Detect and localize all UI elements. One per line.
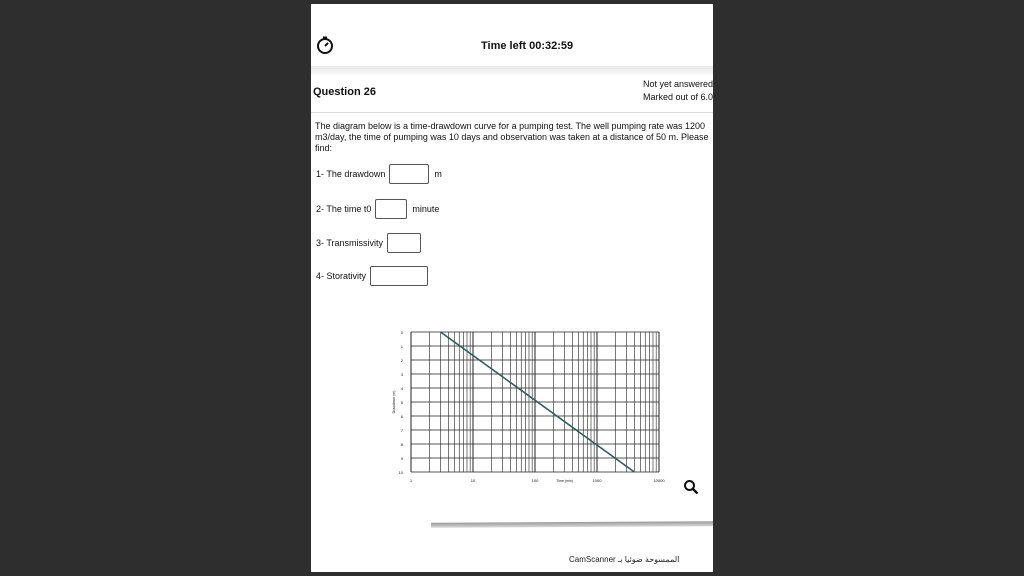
x-axis-label: Time (min) bbox=[556, 479, 573, 483]
time-left: Time left 00:32:59 bbox=[481, 40, 574, 52]
y-tick-label: 5 bbox=[400, 400, 403, 405]
item-label: 3- Transmissivity bbox=[316, 238, 384, 248]
y-tick-label: 4 bbox=[400, 386, 403, 391]
storativity-input[interactable] bbox=[370, 266, 428, 286]
item-drawdown bbox=[316, 164, 442, 184]
y-tick-label: 6 bbox=[400, 414, 403, 419]
item-label: 1- The drawdown bbox=[316, 169, 386, 179]
question-title: Question 26 bbox=[313, 86, 376, 98]
transmissivity-input[interactable] bbox=[387, 233, 421, 253]
exam-page bbox=[311, 4, 713, 572]
header-divider bbox=[311, 66, 713, 74]
x-tick-label: 10 bbox=[470, 478, 476, 483]
x-tick-label: 10000 bbox=[653, 478, 665, 483]
x-tick-label: 1 bbox=[409, 478, 413, 483]
marks-info: Marked out of 6.0 bbox=[642, 92, 713, 102]
x-tick-label: 100 bbox=[531, 478, 539, 483]
answer-status: Not yet answered bbox=[642, 79, 713, 89]
item-unit: minute bbox=[412, 204, 440, 214]
y-tick-label: 3 bbox=[400, 372, 403, 377]
bottom-divider bbox=[431, 521, 713, 527]
item-storativity bbox=[316, 266, 428, 286]
time-drawdown-chart bbox=[391, 322, 711, 492]
item-time-t0 bbox=[316, 199, 439, 219]
item-unit: m bbox=[434, 169, 442, 179]
y-tick-label: 7 bbox=[400, 428, 403, 433]
stopwatch-icon bbox=[316, 36, 334, 54]
y-tick-label: 1 bbox=[400, 344, 403, 349]
question-status bbox=[643, 78, 713, 104]
divider bbox=[311, 112, 713, 113]
y-tick-label: 0 bbox=[400, 330, 403, 335]
x-tick-label: 1000 bbox=[592, 478, 602, 483]
item-label: 4- Storativity bbox=[316, 271, 367, 281]
y-tick-label: 9 bbox=[400, 456, 403, 461]
time-t0-input[interactable] bbox=[375, 199, 407, 219]
y-tick-label: 8 bbox=[400, 442, 403, 447]
scanner-watermark: CamScanner الممسوحة ضوئيا بـ bbox=[569, 555, 680, 564]
item-transmissivity bbox=[316, 233, 421, 253]
y-tick-label: 10 bbox=[398, 470, 403, 475]
y-axis-label: Drawdown (m) bbox=[392, 390, 396, 414]
item-label: 2- The time t0 bbox=[316, 204, 372, 214]
magnifier-icon[interactable] bbox=[683, 479, 699, 495]
y-tick-label: 2 bbox=[400, 358, 403, 363]
drawdown-input[interactable] bbox=[389, 164, 429, 184]
question-text: The diagram below is a time-drawdown curve for a pumping test. The well pumping rate was 1200 m3/day, the time of pumping was 10 days and observation was taken at a distance of 50 m. Please find: bbox=[315, 121, 709, 153]
